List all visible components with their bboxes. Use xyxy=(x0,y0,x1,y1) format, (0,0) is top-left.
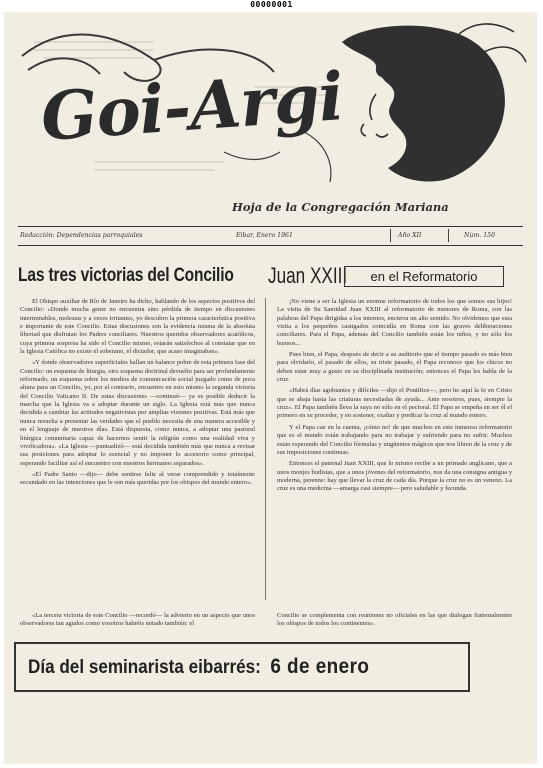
article-paragraph: «El Padre Santo —dijo— debe sentirse feliz al verse comprendido y totalmente secundado en las intenciones que le son más queridas por los obispos del mundo entero». xyxy=(20,470,255,487)
seminarian-day-banner xyxy=(14,642,470,692)
number-text: Núm. 150 xyxy=(464,232,496,239)
article-left-column xyxy=(20,298,255,491)
headline-main: Las tres victorias del Concilio xyxy=(18,265,234,286)
redaction-text: Redacción: Dependencias parroquiales xyxy=(20,232,143,239)
article-right-column xyxy=(277,298,512,497)
info-divider xyxy=(448,229,449,242)
masthead-subtitle: Hoja de la Congregación Mariana xyxy=(232,200,449,214)
article-paragraph: «La tercera victoria de este Concilio —recordó— la advierto en un aspecto que unos observadores tan agudos como vosotros habréis notado también: el xyxy=(20,612,255,628)
banner-line xyxy=(28,644,369,691)
headline-boxed: en el Reformatorio xyxy=(344,266,504,287)
article-left-continuation xyxy=(20,612,255,629)
info-divider xyxy=(390,229,391,242)
year-text: Año XII xyxy=(398,232,422,239)
page-id-label: 00000001 xyxy=(250,0,293,9)
info-bar xyxy=(18,226,523,246)
article-paragraph: ¡No viene a ser la Iglesia un enorme reformatorio de todos los que somos sus hijos! La visita de Su Santidad Juan XXIII al reformatorio de menores de Roma, con las palabras del Papa dirigidas a los internos, encierra un alto sentido. No olvidemos que esta visita a los pequeños castigados coincidía en Roma con las graves deliberaciones conciliares. Para el Papa, además del Concilio también están los niños, y no sólo los buenos... xyxy=(277,298,512,347)
article-paragraph: El Obispo auxiliar de Río de Janeiro ha dicho, hablando de los aspectos positivos del Concilio: «Donde mucha gente no encuentra sino pérdida de tiempo en discusiones interminables, molestas y a veces irritantes, yo descubro la primera característica positiva e importante de este Concilio. Estas discusiones son la evidencia misma de la absoluta libertad que disfrutan los Padres conciliares. Nuestros queridos observadores acatólicos, cuya primera sorpresa ha sido el Concilio mismo, estarán satisfechos al constatar que en la Iglesia Católica no existe el soberano, el dictador, que acaso imaginaban». xyxy=(20,298,255,356)
place-date-text: Eibar, Enero 1961 xyxy=(236,232,293,239)
article-paragraph: «Habrá días agobiantes y difíciles —dijo el Pontífice—, pero he aquí la fe en Cristo que se abaja hasta las criaturas necesitadas de ayuda... Ante nosotros, pues, siempre la cruz». El Papa también lleva la suya no sólo en el pectoral. El Papa se empeña en ser él el primero en su proceder, y en sostener, exaltar y predicar la cruz al mundo entero. xyxy=(277,387,512,420)
banner-text: Día del seminarista eibarrés: xyxy=(28,657,261,678)
article-paragraph: Pues bien, el Papa, después de decir a su auditorio que el tiempo pasado es más bien para olvidarlo, el pasado de ellos, su triste pasado, el Papa reconoce que los chicos no deben estar muy a gusto en su disciplinada institución; entonces el Papa les habla de la cruz. xyxy=(277,351,512,384)
article-paragraph: Entonces el paternal Juan XXIII, que lo mismo recibe a un primado anglicano, que a unos monjes budistas, que a unos jóvenes del reformatorio, nos da una consigna antigua y moderna, perenne: hay que llevar la cruz de cada día. Porque la cruz no es un veneno. La cruz es una medicina —amarga casi siempre— pero saludable y fecunda. xyxy=(277,460,512,493)
article-paragraph: «Y donde observadores superficiales hallan un balance pobre de esta primera fase del Concilio: un esquema de liturgia, otro esquema doctrinal devuelto para ser profundamente reformado, un esquema sobre los medios de comunicación social juzgado como de poca altura para un Concilio, yo, por el contrario, encuentro en esto mismo la segunda victoria del Concilio Vaticano II. De estas discusiones —continuó— ya es posible deducir la marcha que la Iglesia va a adoptar durante un siglo. La Iglesia está más que nunca decidida a cambiar las actitudes negativistas por amplias visiones positivas. Está más que nunca resuelta a presentar las verdades que el pueblo necesita de una manera accesible y en el lenguaje de nuestros días. Está dispuesta, como nunca, a adoptar una pastoral litúrgica comunitaria capaz de hacernos sentir la religión como una realidad viva y vivificadora». «La Iglesia —puntualizó— está decidida también más que nunca a revisar sus posiciones para adoptar lo esencial y no imponer lo accesorio como principal, esperando facilitar así el encuentro con nuestros hermanos separados». xyxy=(20,359,255,467)
banner-date: 6 de enero xyxy=(270,655,370,678)
headline-name: Juan XXIII xyxy=(268,263,348,288)
article-right-continuation xyxy=(277,612,512,629)
column-divider xyxy=(265,298,266,600)
article-paragraph: Concilio se complementa con reuniones no oficiales en las que dialogan fraternalmente los obispos de todos los continentes». xyxy=(277,612,512,628)
newspaper-page xyxy=(4,12,537,764)
masthead-title: Goi-Argi xyxy=(38,57,346,157)
article-paragraph: Y el Papa cae en la cuenta, ¡cómo no! de que muchos en este inmenso reformatorio que es el mundo están trabajando para no trabajar y sufriendo para no sufrir. Muchos están esperando del Concilio fórmulas y ungüentos mágicos que nos libren de la cruz y de sus imposiciones continuas. xyxy=(277,423,512,456)
